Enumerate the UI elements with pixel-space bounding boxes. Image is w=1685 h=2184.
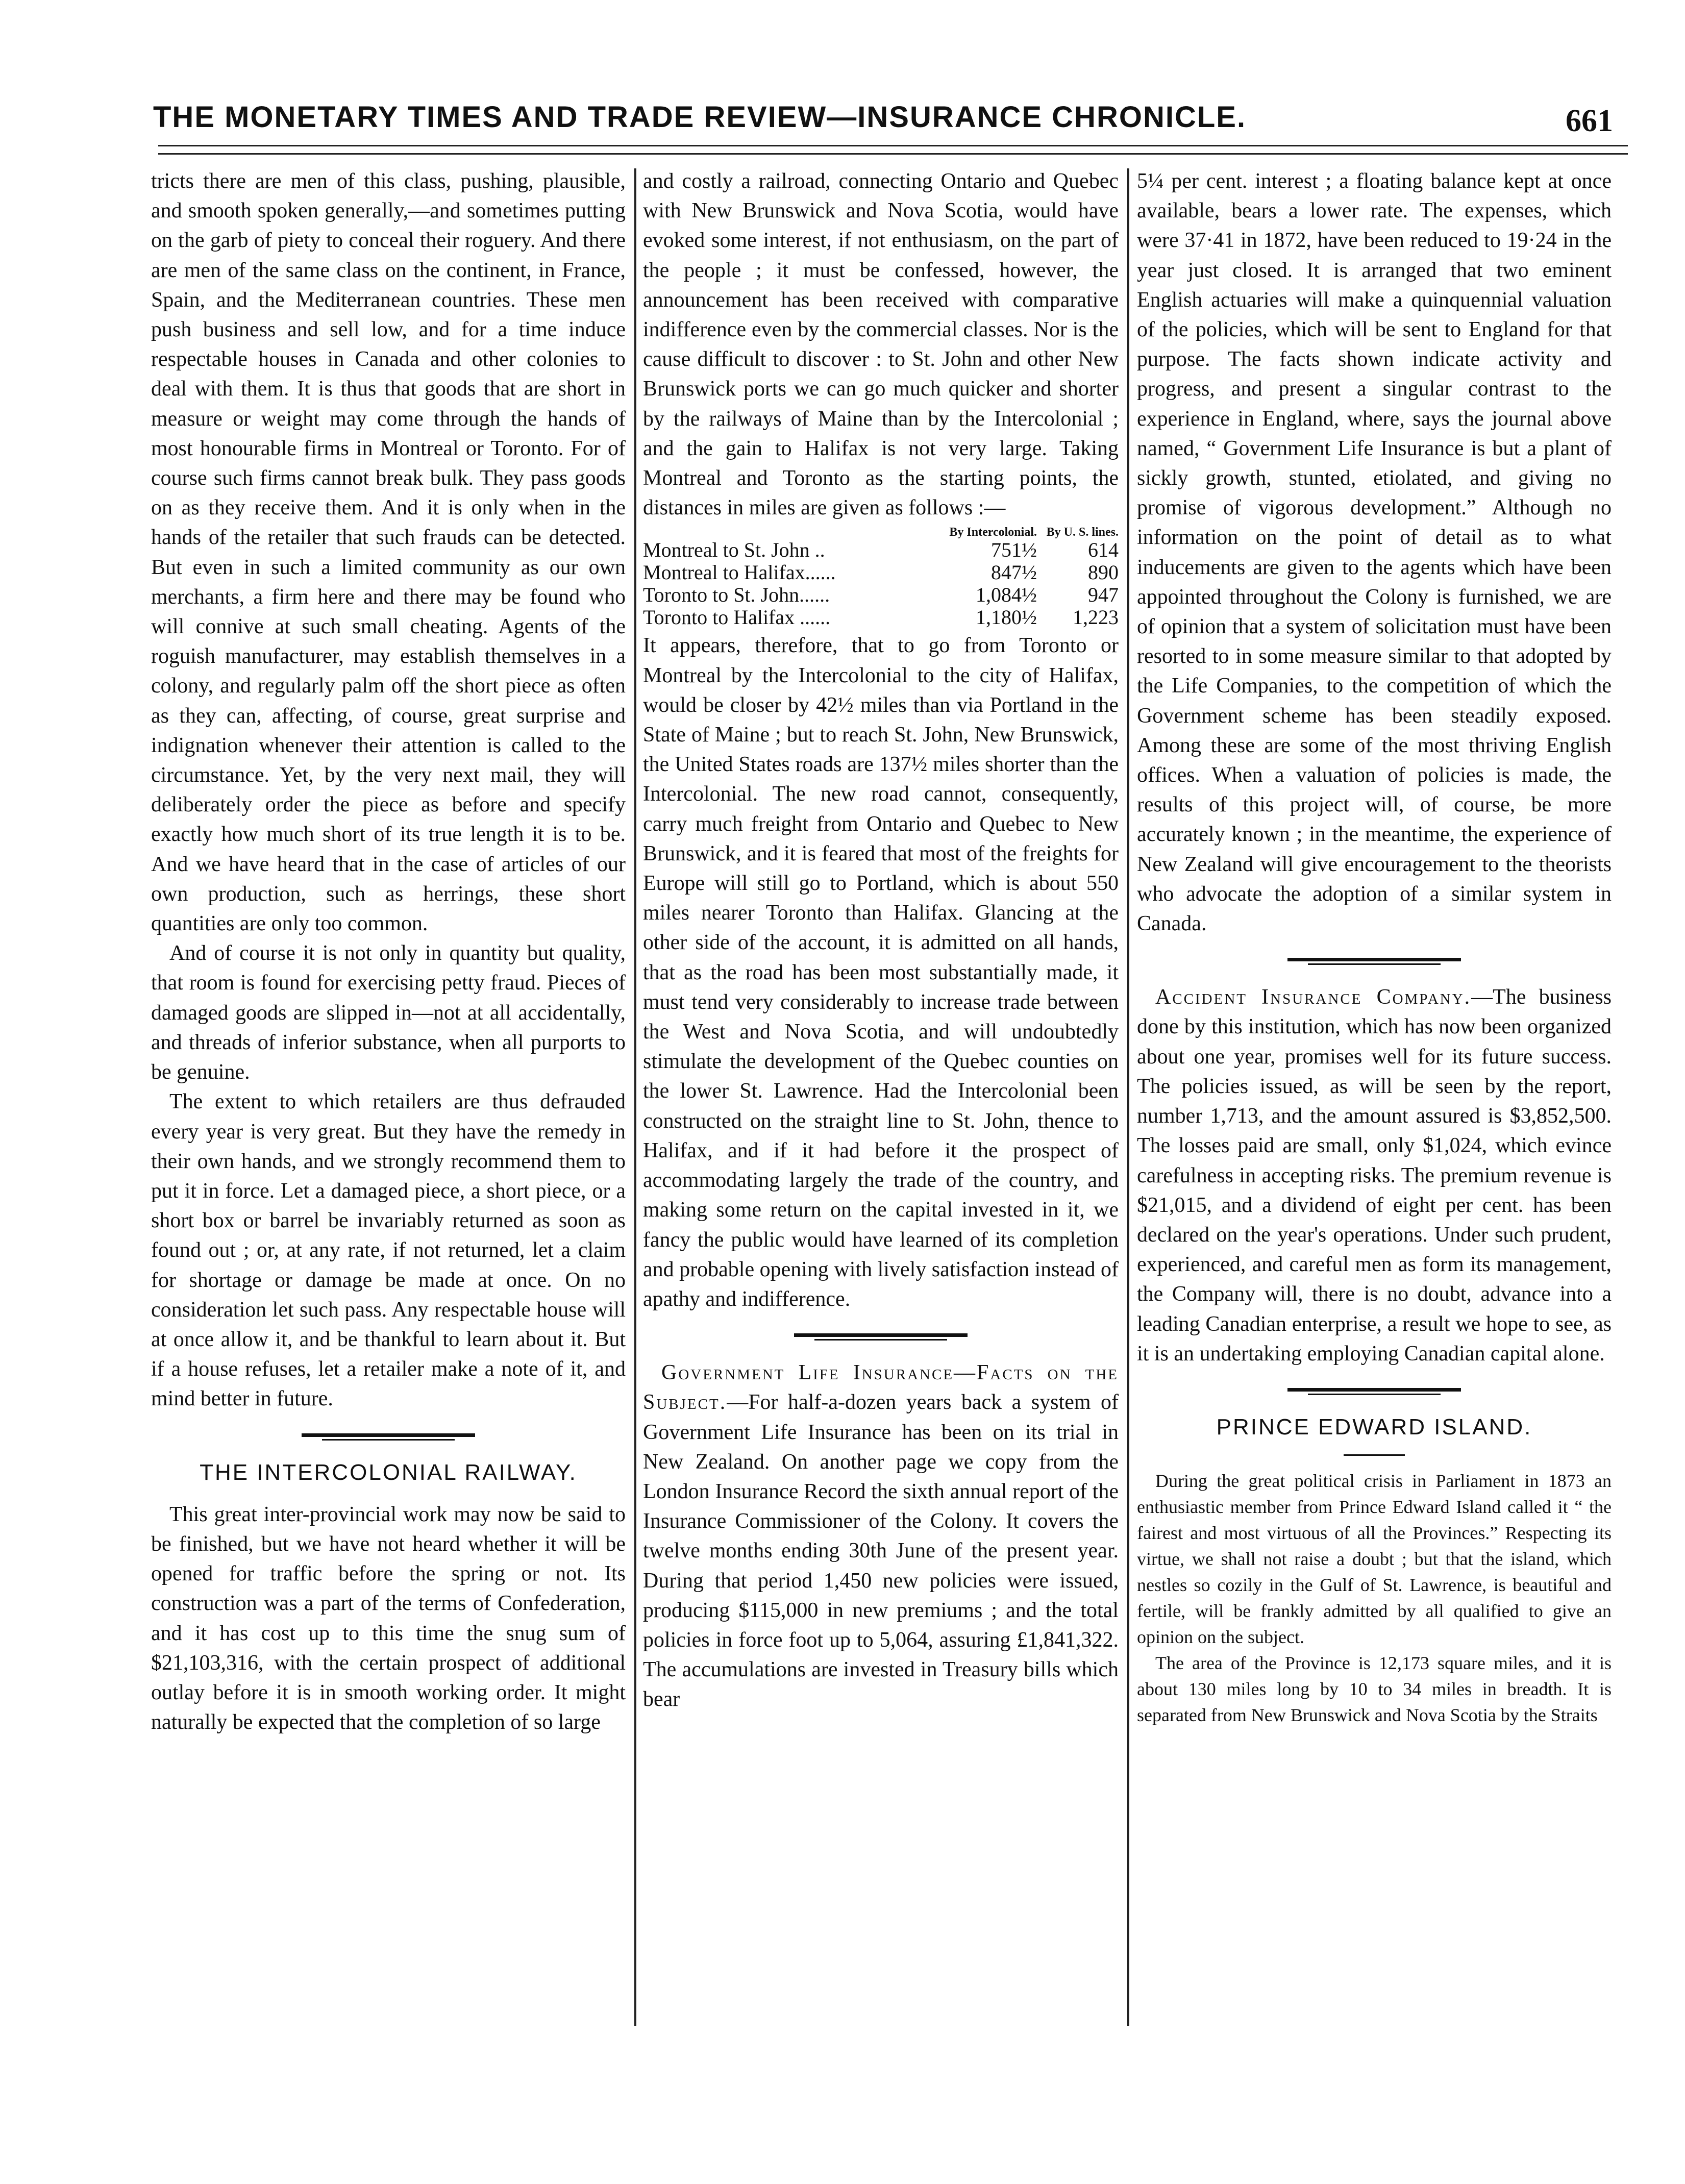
section-divider [1287, 956, 1461, 967]
table-header-us-lines: By U. S. lines. [1046, 526, 1119, 539]
intercolonial-cell: 1,180½ [975, 606, 1037, 629]
us-lines-cell: 890 [1088, 561, 1119, 584]
section-divider [794, 1331, 968, 1343]
section-heading: THE INTERCOLONIAL RAILWAY. [200, 1459, 577, 1485]
section-divider [302, 1431, 475, 1443]
article-paragraph: and costly a railroad, connecting Ontario and Quebec with New Brunswick and Nova Scotia, would have evoked some interest, if not enthusiasm, on the part of the people ; it must be confessed, however, the announcement has been received with comparative indifference even by the commercial classes. Nor is the cause difficult to discover : to St. John and other New Brunswick ports we can go much quicker and shorter by the railways of Maine than by the Intercolonial ; and the gain to Halifax is not very large. Taking Montreal and Toronto as the starting points, the distances in miles are given as follows :— [643, 169, 1119, 520]
table-row [643, 584, 1119, 606]
article-paragraph: This great inter-provincial work may now be said to be finished, but we have not heard whether it will be opened for traffic before the spring or not. Its construction was a part of the terms of Confederation, and it has cost up to this time the snug sum of $21,103,316, with the certain prospect of additional outlay before it is in smooth working order. It might naturally be expected that the completion of so large [151, 1502, 626, 1734]
table-header-intercolonial: By Intercolonial. [949, 526, 1037, 539]
column-2 [643, 166, 1119, 1715]
table-header-route [643, 526, 938, 539]
paragraph-body: —The business done by this institution, which has now been organized about one year, promises well for its future success. The policies issued, as will be seen by the report, number 1,713, and the amount assured is $3,852,500. The losses paid are small, only $1,024, which evince carefulness in accepting risks. The premium revenue is $21,015, and a dividend of eight per cent. has been declared on the year's operations. Under such prudent, experienced, and careful men as form its management, the Company will, there is no doubt, advance into a leading Canadian enterprise, a result we hope to see, as it is an undertaking employing Canadian capital alone. [1137, 985, 1612, 1366]
header-rule-bottom [158, 153, 1628, 155]
paragraph-body: —For half-a-dozen years back a system of Government Life Insurance has been on its trial in New Zealand. On another page we copy from the London Insurance Record the sixth annual report of the Insurance Commissioner of the Colony. It covers the twelve months ending 30th June of the present year. During that period 1,450 new policies were issued, producing $115,000 in new premiums ; and the total policies in force foot up to 5,064, assuring £1,841,322. The accumulations are invested in Treasury bills which bear [643, 1391, 1119, 1711]
article-paragraph: 5¼ per cent. interest ; a floating balance kept at once available, bears a lower rate. The expenses, which were 37·41 in 1872, have been reduced to 19·24 in the year just closed. It is arranged that two eminent English actuaries will make a quinquennial valuation of the policies, which will be sent to England for that purpose. The facts shown indicate activity and progress, and present a singular contrast to the experience in England, where, says the journal above named, “ Government Life Insurance is but a plant of sickly growth, stunted, etiolated, and giving no promise of vigorous development.” Although no information on the point of detail as to what inducements are given to the agents which have been appointed throughout the Colony is furnished, we are of opinion that a system of solicitation must have been resorted to in some measure similar to that adopted by the Life Companies, to the competition of which the Government scheme has been steadily exposed. Among these are some of the most thriving English offices. When a valuation of policies is made, the results of this project will, of course, be more accurately known ; in the meantime, the experience of New Zealand will give encouragement to the theorists who advocate the adoption of a similar system in Canada. [1137, 169, 1612, 936]
table-row [643, 606, 1119, 629]
us-lines-cell: 1,223 [1073, 606, 1119, 629]
article-paragraph: The area of the Province is 12,173 square miles, and it is about 130 miles long by 10 to 34 miles in breadth. It is separated from New Brunswick and Nova Scotia by the Straits [1137, 1653, 1612, 1726]
run-in-heading: Government Life Insurance—Facts on the Subject. [643, 1361, 1119, 1414]
article-paragraph: It appears, therefore, that to go from Toronto or Montreal by the Intercolonial to the city of Halifax, would be closer by 42½ miles than via Portland in the State of Maine ; but to reach St. John, New Brunswick, the United States roads are 137½ miles shorter than the Intercolonial. The new road cannot, consequently, carry much freight from Ontario and Quebec to New Brunswick, and it is feared that most of the freights for Europe will still go to Portland, which is about 550 miles nearer Toronto than Halifax. Glancing at the other side of the account, it is admitted on all hands, that as the road has been most substantially made, it must tend very considerably to increase trade between the West and Nova Scotia, and will undoubtedly stimulate the development of the Quebec counties on the lower St. Lawrence. Had the Intercolonial been constructed on the straight line to St. John, thence to Halifax, and if it had before it the prospect of accommodating largely the trade of the country, and making some return on the capital invested in it, we fancy the public would have learned of its completion and probable opening with lively satisfaction instead of apathy and indifference. [643, 634, 1119, 1311]
us-lines-cell: 947 [1088, 583, 1119, 607]
route-cell: Montreal to Halifax...... [643, 561, 836, 584]
column-3 [1137, 166, 1612, 1728]
running-head: THE MONETARY TIMES AND TRADE REVIEW—INSURANCE CHRONICLE. [153, 101, 1247, 134]
column-1 [151, 166, 626, 1737]
distance-table [643, 526, 1119, 629]
route-cell: Toronto to Halifax ...... [643, 606, 831, 629]
table-row [643, 539, 1119, 561]
article-paragraph: The extent to which retailers are thus defrauded every year is very great. But they have the remedy in their own hands, and we strongly recommend them to put it in force. Let a damaged piece, a short piece, or a short box or barrel be invariably returned as soon as found out ; or, at any rate, if not returned, let a claim for shortage or damage be made at once. On no consideration let such pass. Any respectable house will at once allow it, and be thankful to learn about it. But if a house refuses, let a retailer make a note of it, and mind better in future. [151, 1090, 626, 1411]
intercolonial-cell: 751½ [990, 538, 1037, 562]
section-heading: PRINCE EDWARD ISLAND. [1216, 1414, 1532, 1440]
column-rule-1 [634, 168, 636, 2026]
run-in-heading: Accident Insurance Company. [1155, 985, 1472, 1009]
intercolonial-cell: 847½ [990, 561, 1037, 584]
heading-rule [1344, 1454, 1405, 1456]
us-lines-cell: 614 [1088, 538, 1119, 562]
article-paragraph: During the great political crisis in Parliament in 1873 an enthusiastic member from Prince Edward Island called it “ the fairest and most virtuous of all the Provinces.” Respecting its virtue, we shall not raise a doubt ; but that the island, which nestles so cozily in the Gulf of St. Lawrence, is beautiful and fertile, will be frankly admitted by all qualified to give an opinion on the subject. [1137, 1471, 1612, 1648]
route-cell: Toronto to St. John...... [643, 583, 830, 607]
article-paragraph [1137, 982, 1612, 1369]
route-cell: Montreal to St. John .. [643, 538, 825, 562]
article-paragraph [643, 1358, 1119, 1714]
intercolonial-cell: 1,084½ [975, 583, 1037, 607]
article-paragraph: tricts there are men of this class, pushing, plausible, and smooth spoken generally,—and sometimes putting on the garb of piety to conceal their roguery. And there are men of the same class on the continent, in France, Spain, and the Mediterranean countries. These men push business and sell low, and for a time induce respectable houses in Canada and other colonies to deal with them. It is thus that goods that are short in measure or weight may come through the hands of most honourable firms in Montreal or Toronto. For of course such firms cannot break bulk. They pass goods on as they receive them. And it is only when in the hands of the retailer that such frauds can be detected. But even in such a limited community as our own merchants, a firm here and there may be found who will connive at such small cheating. Agents of the roguish manufacturer, may establish themselves in a colony, and regularly palm off the short piece as often as they can, affecting, of course, great surprise and indignation whenever their attention is called to the circumstance. Yet, by the very next mail, they will deliberately order the piece as before and specify exactly how much short of its true length it is to be. And we have heard that in the case of articles of our own production, such as herrings, these short quantities are only too common. [151, 169, 626, 936]
article-paragraph: And of course it is not only in quantity but quality, that room is found for exercising petty fraud. Pieces of damaged goods are slipped in—not at all accidentally, and threads of inferior substance, when all purports to be genuine. [151, 941, 626, 1084]
header-rule-top [158, 145, 1628, 146]
column-rule-2 [1127, 168, 1129, 2026]
section-divider [1287, 1386, 1461, 1397]
table-row [643, 561, 1119, 584]
page-number: 661 [1566, 104, 1613, 138]
